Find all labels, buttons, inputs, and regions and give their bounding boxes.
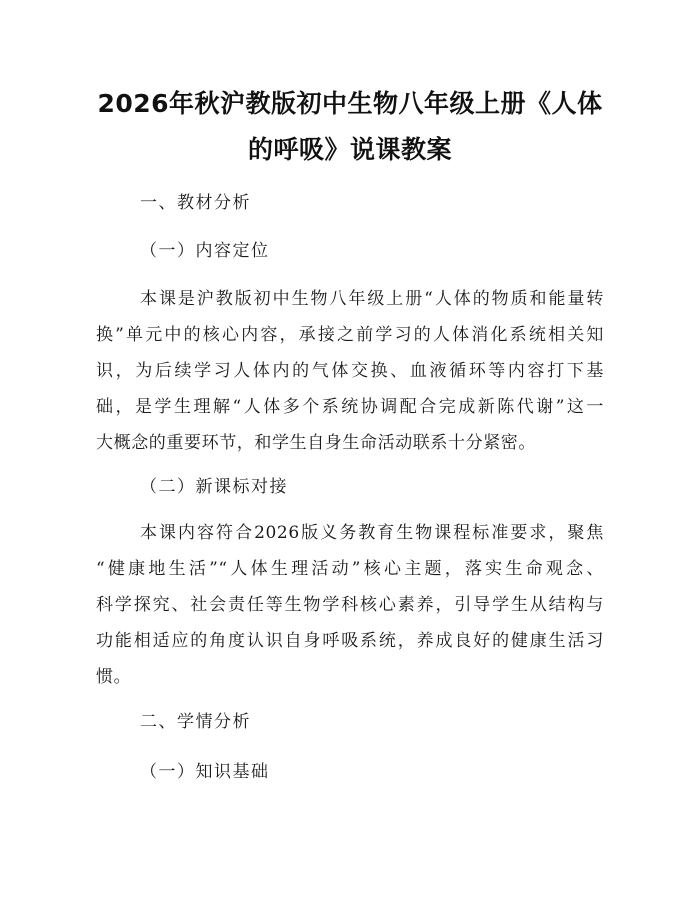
subsection-heading-knowledge-base: （一）知识基础 — [140, 762, 270, 782]
paragraph-line: 功能相适应的角度认识自身呼吸系统，养成良好的健康生活习 — [96, 631, 604, 651]
subsection-heading-content-positioning: （一）内容定位 — [140, 241, 270, 261]
paragraph-line: 识，为后续学习人体内的气体交换、血液循环等内容打下基 — [96, 361, 604, 381]
paragraph-curriculum-standard — [96, 515, 604, 695]
section-heading-textbook-analysis: 一、教材分析 — [140, 193, 251, 213]
paragraph-line: 础，是学生理解“人体多个系统协调配合完成新陈代谢”这一 — [96, 397, 604, 417]
paragraph-content-positioning — [96, 281, 604, 461]
paragraph-line: 本课是沪教版初中生物八年级上册“人体的物质和能量转 — [140, 289, 604, 309]
paragraph-line: 换”单元中的核心内容，承接之前学习的人体消化系统相关知 — [96, 325, 604, 345]
paragraph-line: 科学探究、社会责任等生物学科核心素养，引导学生从结构与 — [96, 595, 604, 615]
section-heading-student-analysis: 二、学情分析 — [140, 712, 251, 732]
paragraph-line: 惯。 — [96, 667, 132, 687]
paragraph-line: 大概念的重要环节，和学生自身生命活动联系十分紧密。 — [96, 433, 536, 453]
document-title-line-1: 2026年秋沪教版初中生物八年级上册《人体 — [97, 89, 603, 118]
document-title-line-2: 的呼吸》说课教案 — [247, 135, 452, 164]
subsection-heading-curriculum-standard: （二）新课标对接 — [140, 477, 288, 497]
paragraph-line: “健康地生活”“人体生理活动”核心主题，落实生命观念、 — [96, 559, 604, 579]
paragraph-line: 本课内容符合2026版义务教育生物课程标准要求，聚焦 — [140, 523, 604, 543]
